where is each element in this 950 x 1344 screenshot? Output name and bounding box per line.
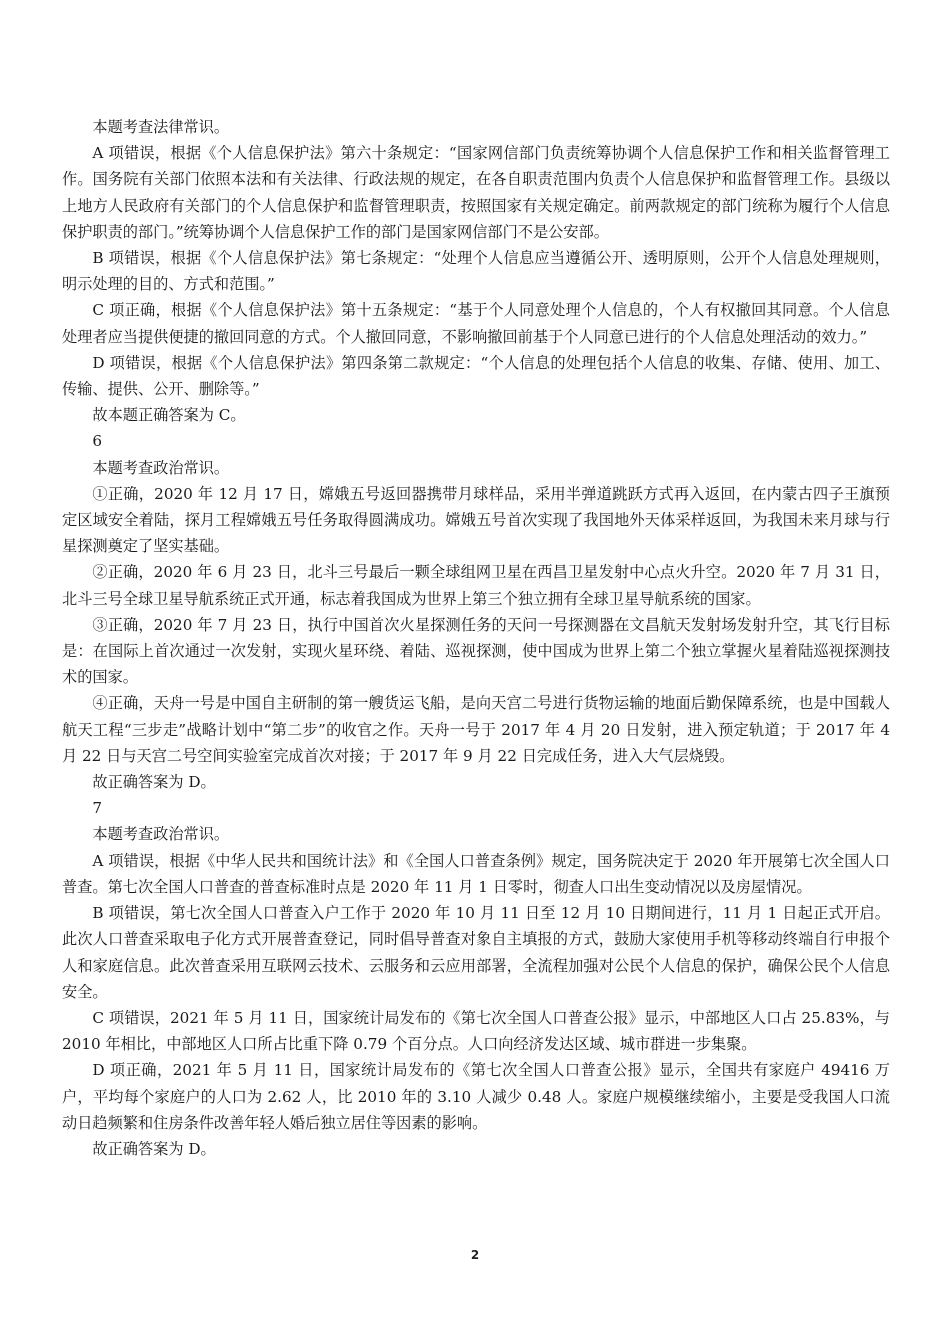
item-2-explanation: ②正确，2020 年 6 月 23 日，北斗三号最后一颗全球组网卫星在西昌卫星发射中心点火升空。2020 年 7 月 31 日，北斗三号全球卫星导航系统正式开通，标志着我国成为世界上第三个独立拥有全球卫星导航系统的国家。: [62, 563, 890, 608]
option-d-explanation: D 项错误，根据《个人信息保护法》第四条第二款规定：“个人信息的处理包括个人信息的收集、存储、使用、加工、传输、提供、公开、删除等。”: [62, 353, 890, 399]
topic-line: 本题考查政治常识。: [92, 825, 230, 844]
topic-line: 本题考查政治常识。: [92, 458, 230, 477]
page-number: 2: [470, 1248, 480, 1262]
option-c-explanation: C 项正确，根据《个人信息保护法》第十五条规定：“基于个人同意处理个人信息的，个人有权撤回其同意。个人信息处理者应当提供便捷的撤回同意的方式。个人撤回同意，不影响撤回前基于个人同意已进行的个人信息处理活动的效力。”: [62, 301, 890, 346]
question-number: 7: [92, 799, 103, 818]
item-4-explanation: ④正确，天舟一号是中国自主研制的第一艘货运飞船，是向天宫二号进行货物运输的地面后勤保障系统，也是中国载人航天工程“三步走”战略计划中“第二步”的收官之作。天舟一号于 2017 年 4 月 20 日发射，进入预定轨道；于 2017 年 4 月 22 日与天宫二号空间实验室完成首次对接；于 2017 年 9 月 22 日完成任务，进入大气层烧毁。: [62, 694, 890, 765]
answer-section-q5: [62, 114, 890, 428]
answer-section-q6: [62, 428, 890, 795]
item-1-explanation: ①正确，2020 年 12 月 17 日，嫦娥五号返回器携带月球样品，采用半弹道跳跃方式再入返回，在内蒙古四子王旗预定区域安全着陆，探月工程嫦娥五号任务取得圆满成功。嫦娥五号首次实现了我国地外天体采样返回，为我国未来月球与行星探测奠定了坚实基础。: [62, 484, 890, 556]
option-a-explanation: A 项错误，根据《个人信息保护法》第六十条规定：“国家网信部门负责统筹协调个人信息保护工作和相关监督管理工作。国务院有关部门依照本法和有关法律、行政法规的规定，在各自职责范围内负责个人信息保护和监督管理工作。县级以上地方人民政府有关部门的个人信息保护和监督管理职责，按照国家有关规定确定。前两款规定的部门统称为履行个人信息保护职责的部门。”统筹协调个人信息保护工作的部门是国家网信部门不是公安部。: [62, 144, 890, 241]
document-page: [62, 114, 890, 1162]
correct-answer-line: 故正确答案为 D。: [92, 773, 216, 792]
item-3-explanation: ③正确，2020 年 7 月 23 日，执行中国首次火星探测任务的天问一号探测器在文昌航天发射场发射升空，其飞行目标是：在国际上首次通过一次发射，实现火星环绕、着陆、巡视探测，使中国成为世界上第二个独立掌握火星着陆巡视探测技术的国家。: [62, 615, 890, 687]
option-b-explanation: B 项错误，根据《个人信息保护法》第七条规定：“处理个人信息应当遵循公开、透明原则，公开个人信息处理规则，明示处理的目的、方式和范围。”: [62, 249, 890, 294]
correct-answer-line: 故正确答案为 D。: [92, 1139, 216, 1158]
option-c-explanation: C 项错误，2021 年 5 月 11 日，国家统计局发布的《第七次全国人口普查公报》显示，中部地区人口占 25.83%，与 2010 年相比，中部地区人口所占比重下降 0.79 个百分点。人口向经济发达区域、城市群进一步集聚。: [62, 1008, 890, 1054]
question-number: 6: [92, 432, 103, 451]
option-a-explanation: A 项错误，根据《中华人民共和国统计法》和《全国人口普查条例》规定，国务院决定于 2020 年开展第七次全国人口普查。第七次全国人口普查的普查标准时点是 2020 年 11 月 1 日零时，彻查人口出生变动情况以及房屋情况。: [62, 851, 890, 896]
topic-line: 本题考查法律常识。: [92, 118, 230, 136]
option-d-explanation: D 项正确，2021 年 5 月 11 日，国家统计局发布的《第七次全国人口普查公报》显示，全国共有家庭户 49416 万户，平均每个家庭户的人口为 2.62 人，比 2010 年的 3.10 人减少 0.48 人。家庭户规模继续缩小，主要是受我国人口流动日趋频繁和住房条件改善年轻人婚后独立居住等因素的影响。: [62, 1061, 890, 1132]
answer-section-q7: [62, 795, 890, 1162]
option-b-explanation: B 项错误，第七次全国人口普查入户工作于 2020 年 10 月 11 日至 12 月 10 日期间进行，11 月 1 日起正式开启。此次人口普查采取电子化方式开展普查登记，同时倡导普查对象自主填报的方式，鼓励大家使用手机等移动终端自行申报个人和家庭信息。此次普查采用互联网云技术、云服务和云应用部署，全流程加强对公民个人信息的保护，确保公民个人信息安全。: [62, 904, 890, 1001]
correct-answer-line: 故本题正确答案为 C。: [92, 406, 246, 425]
